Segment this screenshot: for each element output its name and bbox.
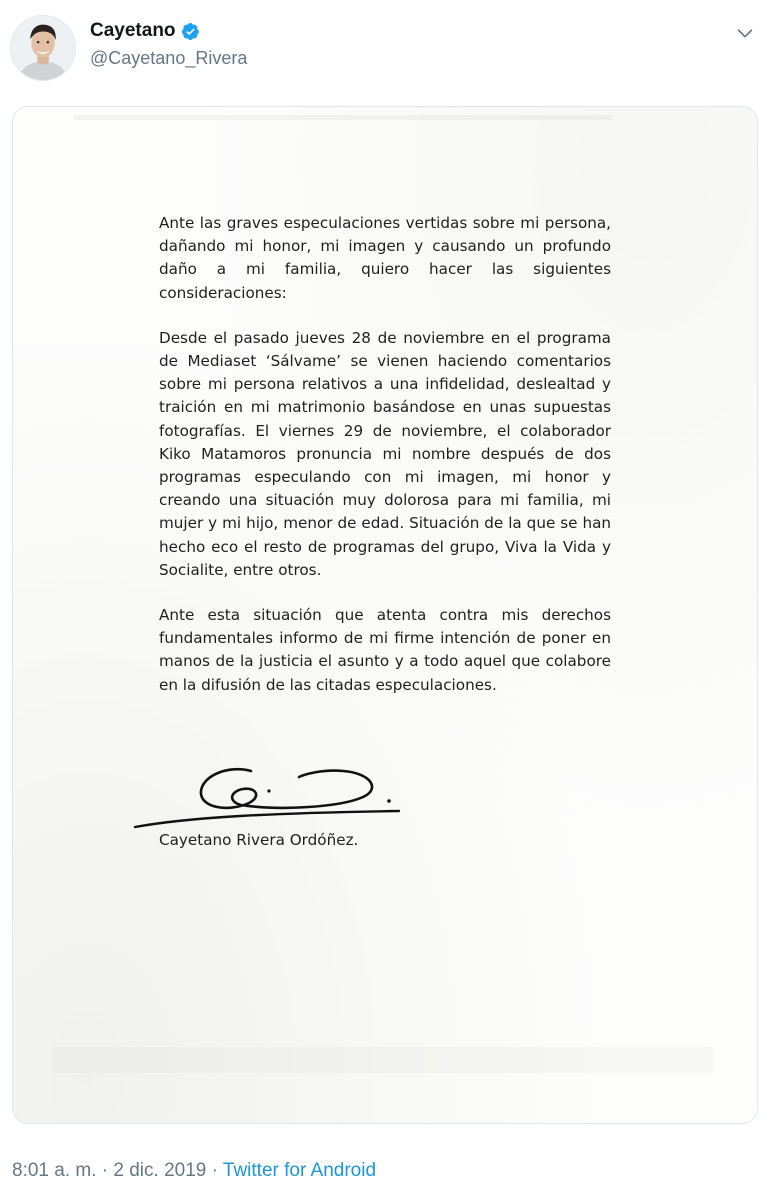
handwritten-signature-icon <box>131 757 403 837</box>
chevron-down-icon <box>734 22 756 44</box>
metadata-separator: · <box>206 1160 223 1181</box>
tweet-timestamp[interactable]: 8:01 a. m. · 2 dic. 2019 <box>12 1160 207 1181</box>
letter-body <box>159 212 611 719</box>
scan-artifact <box>53 1047 713 1073</box>
letter-paragraph: Ante esta situación que atenta contra mis derechos fundamentales informo de mi firme intención de poner en manos de la justicia el asunto y a todo aquel que colabore en la difusión de las citadas especulaciones. <box>159 606 611 694</box>
tweet-source-link[interactable]: Twitter for Android <box>222 1160 377 1181</box>
letter-paragraph: Ante las graves especulaciones vertidas sobre mi persona, dañando mi honor, mi imagen y causando un profundo daño a mi familia, quiero hacer las siguientes consideraciones: <box>159 214 611 302</box>
tweet-metadata <box>12 1160 376 1182</box>
avatar-photo-icon <box>11 16 75 80</box>
tweet-media-image[interactable] <box>12 106 758 1124</box>
scan-artifact <box>73 115 613 120</box>
avatar[interactable] <box>10 15 76 81</box>
author-handle[interactable]: @Cayetano_Rivera <box>90 48 248 68</box>
verified-badge-icon <box>181 22 200 41</box>
scanned-letter <box>13 107 757 1123</box>
letter-paragraph: Desde el pasado jueves 28 de noviembre en el programa de Mediaset ‘Sálvame’ se vienen haciendo comentarios sobre mi persona relativos a una infidelidad, deslealtad y traición en mi matrimonio basándose en unas supuestas fotografías. El viernes 29 de noviembre, el colaborador Kiko Matamoros pronuncia mi nombre después de dos programas especulando con mi imagen, mi honor y creando una situación muy dolorosa para mi familia, mi mujer y mi hijo, menor de edad. Situación de la que se han hecho eco el resto de programas del grupo, Viva la Vida y Socialite, entre otros. <box>159 328 611 579</box>
author-display-name[interactable]: Cayetano <box>90 20 176 41</box>
author-name-row[interactable] <box>90 20 200 42</box>
tweet-menu-button[interactable] <box>734 22 756 44</box>
letter-signer-name: Cayetano Rivera Ordóñez. <box>159 831 359 849</box>
